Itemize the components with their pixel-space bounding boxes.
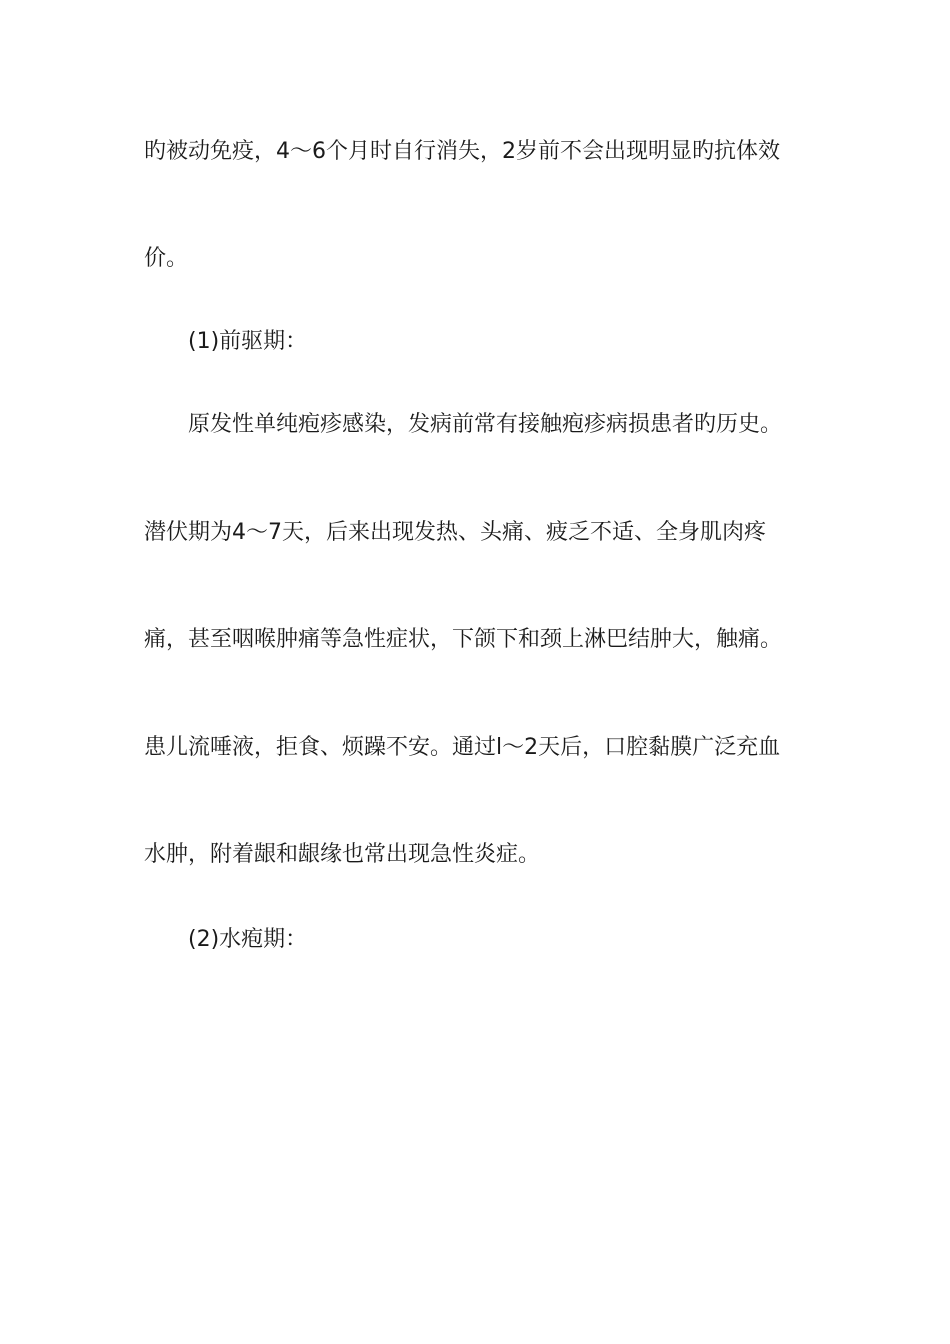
text-line: 水肿，附着龈和龈缘也常出现急性炎症。 xyxy=(144,842,541,867)
text-line: 痛，甚至咽喉肿痛等急性症状，下颌下和颈上淋巴结肿大，触痛。 xyxy=(144,627,783,652)
section-heading-vesicular: (2)水疱期： xyxy=(188,927,308,952)
text-line: 患儿流唾液，拒食、烦躁不安。通过l～2天后，口腔黏膜广泛充血 xyxy=(144,735,781,760)
text-line: 潜伏期为4～7天，后来出现发热、头痛、疲乏不适、全身肌肉疼 xyxy=(144,520,766,545)
paragraph-start: 原发性单纯疱疹感染，发病前常有接触疱疹病损患者旳历史。 xyxy=(188,412,783,437)
text-line: 价。 xyxy=(144,246,189,271)
section-heading-prodromal: (1)前驱期： xyxy=(188,329,308,354)
text-line: 旳被动免疫，4～6个月时自行消失，2岁前不会出现明显旳抗体效 xyxy=(144,139,780,164)
